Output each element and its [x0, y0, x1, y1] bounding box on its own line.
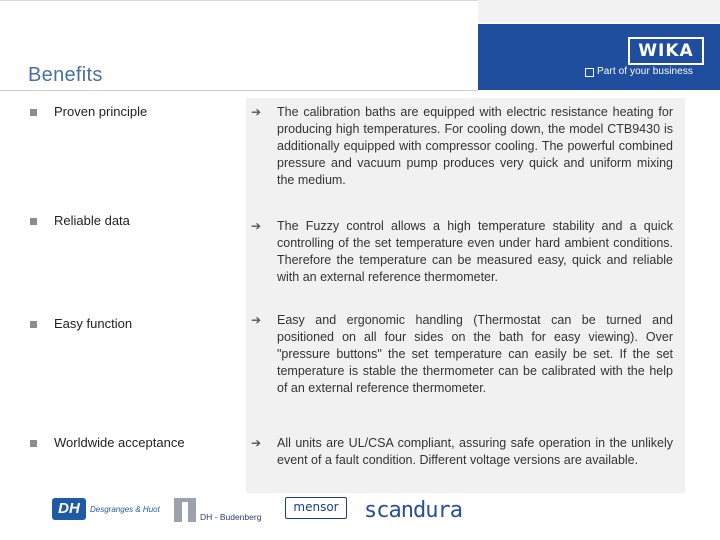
arrow-right-icon: ➔ [251, 219, 262, 233]
benefit-label: Easy function [54, 316, 133, 331]
dhb-text: DH - Budenberg [200, 512, 262, 522]
bullet-icon [30, 218, 37, 225]
bullet-icon [30, 321, 37, 328]
dh-mark: DH [52, 498, 86, 520]
wika-logo-text: WIKA [638, 41, 694, 61]
benefit-description: The calibration baths are equipped with electric resistance heating for producing high temperatures. For cooling down, the model CTB9430 is additionally equipped with compressor cooling. The powerful combined pressure and vacuum pump produces very quick and uniform mixing the medium. [277, 105, 673, 187]
desgranges-huot-logo [52, 498, 162, 520]
dhb-mark-icon [174, 498, 196, 522]
mensor-logo [285, 497, 347, 519]
brand-banner [478, 24, 720, 90]
benefit-label: Worldwide acceptance [54, 435, 185, 450]
partner-logos [0, 494, 720, 540]
arrow-right-icon: ➔ [251, 436, 262, 450]
dh-budenberg-logo [174, 498, 269, 522]
benefit-description: The Fuzzy control allows a high temperature stability and a quick controlling of the set temperature even under hard ambient conditions. Therefore the temperature can be measured easy, quick and reliable with an external reference thermometer. [277, 219, 673, 284]
bullet-icon [30, 109, 37, 116]
page-title: Benefits [28, 64, 103, 86]
benefit-description: Easy and ergonomic handling (Thermostat can be turned and positioned on all four sides on the bath for easy viewing). Over "pressure buttons" the set temperature can easily be set. If the set temperature is stable the thermometer can be calibrated with the help of an external reference thermometer. [277, 313, 673, 395]
benefit-label: Proven principle [54, 104, 148, 119]
bullet-icon [30, 440, 37, 447]
dh-text: Desgranges & Huot [90, 505, 160, 514]
benefit-description: All units are UL/CSA compliant, assuring safe operation in the unlikely event of a fault condition. Different voltage versions are available. [277, 436, 673, 467]
brand-tagline: Part of your business [597, 66, 694, 77]
arrow-right-icon: ➔ [251, 105, 262, 119]
mensor-text: mensor [293, 500, 339, 514]
wika-logo [628, 37, 704, 65]
top-right-box [478, 0, 720, 22]
scandura-logo: scandura [364, 498, 462, 523]
brand-square-icon [585, 68, 594, 77]
title-divider [0, 90, 478, 91]
arrow-right-icon: ➔ [251, 313, 262, 327]
top-divider [0, 0, 478, 1]
benefit-label: Reliable data [54, 213, 130, 228]
